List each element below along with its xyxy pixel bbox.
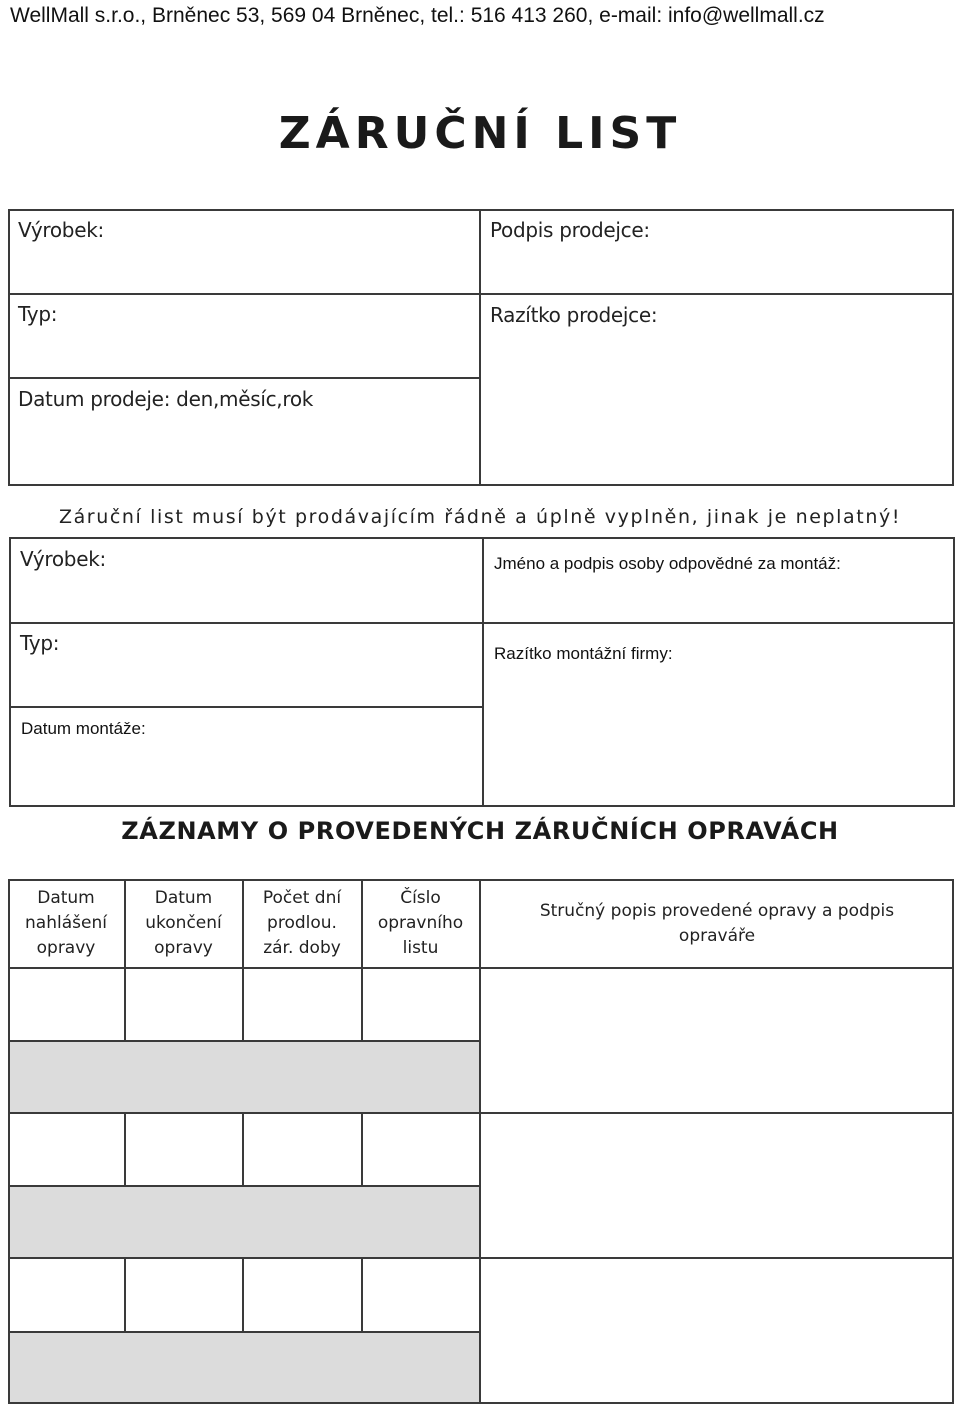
repair-description-cell[interactable] [481,1259,952,1402]
repair-description-cell[interactable] [481,1114,952,1257]
column-header-repair-sheet-number: Číslo opravního listu [377,888,464,958]
installer-signature-field[interactable]: Jméno a podpis osoby odpovědné za montáž: [494,554,841,573]
seller-stamp-field[interactable]: Razítko prodejce: [490,303,658,327]
table-row[interactable] [10,1114,479,1185]
sale-form-row-line [8,377,480,379]
installation-form-divider [482,537,484,807]
sale-form-row-line [8,293,954,295]
sale-date-field[interactable]: Datum prodeje: den,měsíc,rok [18,387,314,411]
table-row[interactable] [10,969,479,1040]
install-date-field[interactable]: Datum montáže: [21,719,146,738]
company-contact-line: WellMall s.r.o., Brněnec 53, 569 04 Brněnec, tel.: 516 413 260, e-mail: info@wellmall.cz [10,4,825,27]
column-header-extension-days: Počet dní prodlou. zár. doby [262,888,342,958]
column-header-repair-description: Stručný popis provedené opravy a podpis opraváře [539,901,895,946]
sale-product-field[interactable]: Výrobek: [18,218,104,242]
table-row[interactable] [10,1259,479,1331]
column-header-report-date: Datum nahlášení opravy [25,888,107,958]
table-row-line [8,1331,480,1333]
validity-notice: Záruční list musí být prodávajícím řádně a úplně vyplněn, jinak je neplatný! [58,506,902,528]
repairs-section-title: ZÁZNAMY O PROVEDENÝCH ZÁRUČNÍCH OPRAVÁCH [121,817,839,845]
table-row-line [8,1185,480,1187]
seller-signature-field[interactable]: Podpis prodejce: [490,218,650,242]
table-row-line [8,1040,480,1042]
page-title: ZÁRUČNÍ LIST [278,108,682,159]
column-header-completion-date: Datum ukončení opravy [145,888,222,958]
repair-description-cell[interactable] [481,969,952,1112]
installer-stamp-field[interactable]: Razítko montážní firmy: [494,644,673,663]
sale-form-divider [479,209,481,486]
install-type-field[interactable]: Typ: [20,631,60,655]
sale-form [8,209,954,486]
installation-form-row-line [9,622,955,624]
sale-type-field[interactable]: Typ: [18,302,58,326]
install-product-field[interactable]: Výrobek: [20,547,106,571]
installation-form-row-line [9,706,483,708]
